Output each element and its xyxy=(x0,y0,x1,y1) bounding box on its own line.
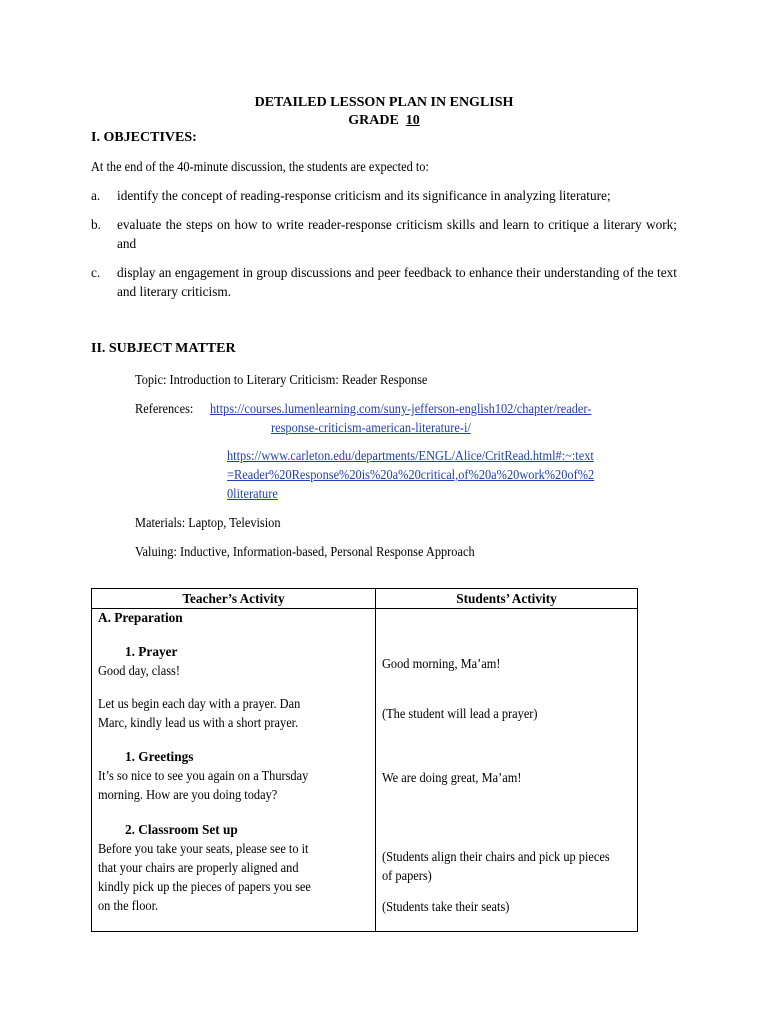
greetings-heading: 1. Greetings xyxy=(125,749,194,764)
reference-link-1-line-1[interactable]: https://courses.lumenlearning.com/suny-jefferson-english102/chapter/reader- xyxy=(210,401,592,416)
table-header-row xyxy=(92,589,638,609)
student-response: (The student will lead a prayer) xyxy=(382,706,538,721)
objective-letter: b. xyxy=(91,217,101,232)
subject-matter-heading: II. SUBJECT MATTER xyxy=(91,341,236,356)
document-title: DETAILED LESSON PLAN IN ENGLISH xyxy=(254,95,514,110)
setup-heading: 2. Classroom Set up xyxy=(125,822,238,837)
objective-item-a xyxy=(91,186,677,205)
teacher-setup-line-2: that your chairs are properly aligned and xyxy=(98,860,299,875)
objectives-intro: At the end of the 40-minute discussion, the students are expected to: xyxy=(91,159,429,174)
reference-link-1-line-2[interactable]: response-criticism-american-literature-i/ xyxy=(271,420,471,435)
column-header-students: Students’ Activity xyxy=(376,589,638,609)
topic-line: Topic: Introduction to Literary Criticism: Reader Response xyxy=(135,372,428,387)
reference-link-2-line-1[interactable]: https://www.carleton.edu/departments/ENGL/Alice/CritRead.html#:~:text xyxy=(227,448,594,463)
objective-letter: c. xyxy=(91,265,101,280)
objective-item-c xyxy=(91,263,677,301)
teacher-greet-line-1: It’s so nice to see you again on a Thursday xyxy=(98,768,309,783)
column-header-teacher: Teacher’s Activity xyxy=(92,589,376,609)
students-activity-cell xyxy=(376,609,638,932)
objective-item-b xyxy=(91,215,677,253)
teacher-setup-line-4: on the floor. xyxy=(98,898,159,913)
student-response: Good morning, Ma’am! xyxy=(382,656,501,671)
activity-table xyxy=(91,588,638,932)
student-response: We are doing great, Ma’am! xyxy=(382,770,522,785)
objective-text: evaluate the steps on how to write reader-response criticism skills and learn to critique a literary work; and xyxy=(117,217,677,251)
grade-line xyxy=(0,113,768,129)
reference-link-2-line-3[interactable]: 0literature xyxy=(227,486,278,501)
student-response-line-2: of papers) xyxy=(382,868,432,883)
teacher-prayer-line-2: Marc, kindly lead us with a short prayer. xyxy=(98,715,299,730)
teacher-greet-line-2: morning. How are you doing today? xyxy=(98,787,278,802)
teacher-prayer-line-1: Let us begin each day with a prayer. Dan xyxy=(98,696,301,711)
student-response: (Students take their seats) xyxy=(382,899,510,914)
grade-label: GRADE xyxy=(348,113,399,128)
objective-text: display an engagement in group discussions and peer feedback to enhance their understanding of the text and literary criticism. xyxy=(117,265,677,299)
teacher-greeting: Good day, class! xyxy=(98,663,180,678)
student-response-line-1: (Students align their chairs and pick up pieces xyxy=(382,849,610,864)
table-row xyxy=(92,609,638,932)
valuing-line: Valuing: Inductive, Information-based, Personal Response Approach xyxy=(135,544,475,559)
objective-letter: a. xyxy=(91,188,101,203)
objectives-heading: I. OBJECTIVES: xyxy=(91,130,197,145)
section-heading: A. Preparation xyxy=(98,610,183,625)
references-label: References: xyxy=(135,401,194,416)
materials-line: Materials: Laptop, Television xyxy=(135,515,281,530)
grade-value: 10 xyxy=(405,113,420,128)
objective-text: identify the concept of reading-response criticism and its significance in analyzing literature; xyxy=(117,188,611,203)
reference-link-2-line-2[interactable]: =Reader%20Response%20is%20a%20critical,of%20a%20work%20of%2 xyxy=(227,467,595,482)
teacher-setup-line-1: Before you take your seats, please see to it xyxy=(98,841,309,856)
teacher-activity-cell xyxy=(92,609,376,932)
teacher-setup-line-3: kindly pick up the pieces of papers you see xyxy=(98,879,311,894)
prayer-heading: 1. Prayer xyxy=(125,644,178,659)
